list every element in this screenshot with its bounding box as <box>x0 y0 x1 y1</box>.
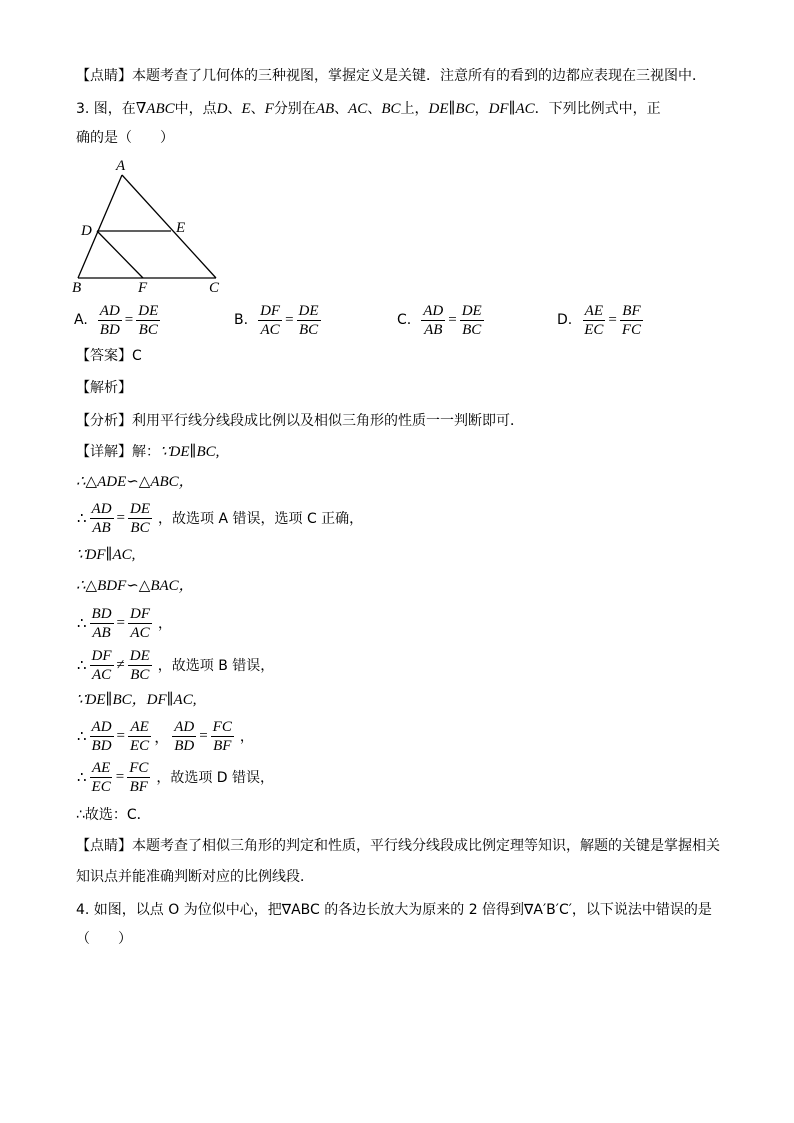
detail-line: 【详解】解：∵DE∥BC, <box>76 444 220 460</box>
question-3-stem: 3. 图，在∇ABC中，点D、E、F分别在AB、AC、BC上，DE∥BC，DF∥AC．下列比例式中，正 <box>76 101 661 117</box>
answer-tag: 【答案】 <box>76 348 132 364</box>
dianjing-text: 本题考查了几何体的三种视图，掌握定义是关键．注意所有的看到的边都应表现在三视图中． <box>132 68 706 84</box>
label-f: F <box>138 280 148 295</box>
dianjing-tag: 【点睛】 <box>76 68 132 84</box>
step-8: ∴ $\frac{AD}{BD}$ = $\frac{AE}{EC}$ ， $\frac{AD}{BD}$ = $\frac{FC}{BF}$ ， <box>77 718 254 754</box>
step-4: ∴△BDF∽△BAC， <box>76 578 194 594</box>
fenxi-line: 【分析】利用平行线分线段成比例以及相似三角形的性质一一判断即可． <box>76 413 524 429</box>
dianjing-line2: 知识点并能准确判断对应的比例线段． <box>76 869 314 885</box>
segment-ac <box>122 175 216 278</box>
question-4-stem: 4. 如图，以点 O 为位似中心，把∇ABC 的各边长放大为原来的 2 倍得到∇A′B′C′，以下说法中错误的是 <box>76 902 712 918</box>
step-10: ∴故选：C． <box>76 807 151 823</box>
step-9: ∴ $\frac{AE}{EC}$ = $\frac{FC}{BF}$ ，故选项 D 错误， <box>77 759 275 795</box>
dianjing-previous <box>76 66 706 86</box>
option-c[interactable]: C. $\frac{AD}{AB}$ = $\frac{DE}{BC}$ <box>397 302 482 338</box>
segment-df <box>97 231 143 278</box>
step-2: ∴ $\frac{AD}{AB}$ = $\frac{DE}{BC}$ ，故选项 A 错误，选项 C 正确， <box>77 500 364 536</box>
step-3: ∵DF∥AC, <box>76 547 136 563</box>
step-5: ∴ $\frac{BD}{AB}$ = $\frac{DF}{AC}$ ， <box>77 605 173 641</box>
step-1: ∴△ADE∽△ABC， <box>76 474 194 490</box>
answer-value: C <box>132 348 142 364</box>
option-b[interactable]: B. $\frac{DF}{AC}$ = $\frac{DE}{BC}$ <box>234 302 319 338</box>
answer-line <box>76 346 142 366</box>
option-d[interactable]: D. $\frac{AE}{EC}$ = $\frac{BF}{FC}$ <box>557 302 642 338</box>
label-d: D <box>81 223 92 239</box>
label-a: A <box>116 158 126 174</box>
label-b: B <box>72 280 82 295</box>
option-a[interactable]: A. $\frac{AD}{BD}$ = $\frac{DE}{BC}$ <box>74 302 159 338</box>
label-e: E <box>176 220 186 236</box>
dianjing-line1: 【点睛】本题考查了相似三角形的判定和性质，平行线分线段成比例定理等知识，解题的关键是掌握相关 <box>76 838 720 854</box>
label-c: C <box>209 280 220 295</box>
triangle-figure <box>70 155 240 295</box>
analysis-tag: 【解析】 <box>76 380 132 396</box>
question-4-stem-line2: （ ） <box>76 931 132 947</box>
question-3-stem-line2: 确的是（ ） <box>76 130 174 146</box>
step-7: ∵DE∥BC，DF∥AC, <box>76 692 197 708</box>
step-6: ∴ $\frac{DF}{AC}$ ≠ $\frac{DE}{BC}$ ，故选项 B 错误， <box>77 647 275 683</box>
